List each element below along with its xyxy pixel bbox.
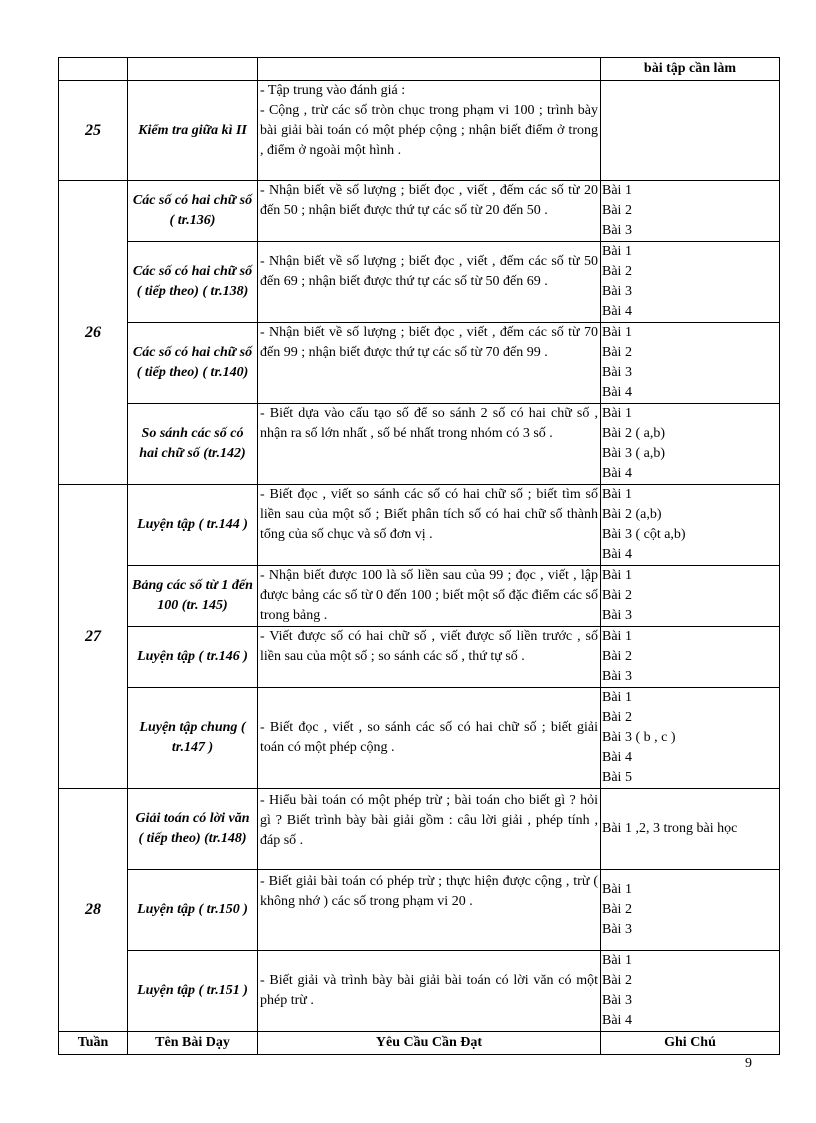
note-cell: Bài 1 Bài 2 Bài 3 bbox=[601, 181, 780, 242]
note-cell: Bài 1 Bài 2 Bài 3 Bài 4 bbox=[601, 951, 780, 1032]
note-cell: Bài 1 Bài 2 Bài 3 bbox=[601, 870, 780, 951]
note-cell bbox=[601, 81, 780, 181]
requirement-text: - Biết giải bài toán có phép trừ ; thực hiện được cộng , trừ ( không nhớ ) các số trong phạm vi 20 . bbox=[258, 870, 601, 951]
requirement-text: - Biết đọc , viết so sánh các số có hai chữ số ; biết tìm số liền sau của một số ; Biết phân tích số có hai chữ số thành tổng của số chục và số đơn vị . bbox=[258, 485, 601, 566]
lesson-name: Luyện tập chung ( tr.147 ) bbox=[128, 688, 258, 789]
table-row bbox=[59, 404, 780, 485]
lesson-name: Giải toán có lời văn ( tiếp theo) (tr.148) bbox=[128, 789, 258, 870]
note-header: Ghi Chú bbox=[601, 1032, 780, 1055]
note-cell: Bài 1 Bài 2 Bài 3 bbox=[601, 566, 780, 627]
note-cell: Bài 1 Bài 2 Bài 3 bbox=[601, 627, 780, 688]
lesson-name: Bảng các số từ 1 đến 100 (tr. 145) bbox=[128, 566, 258, 627]
table-row bbox=[59, 323, 780, 404]
table-row bbox=[59, 242, 780, 323]
table-row bbox=[59, 870, 780, 951]
week-number: 25 bbox=[59, 81, 128, 181]
lesson-name: Luyện tập ( tr.151 ) bbox=[128, 951, 258, 1032]
lesson-name: Các số có hai chữ số ( tiếp theo) ( tr.140) bbox=[128, 323, 258, 404]
week-number: 27 bbox=[59, 485, 128, 789]
lesson-header: Tên Bài Dạy bbox=[128, 1032, 258, 1055]
note-cell: Bài 1 Bài 2 Bài 3 Bài 4 bbox=[601, 242, 780, 323]
note-header-cell: bài tập cần làm bbox=[601, 58, 780, 81]
lesson-name: Luyện tập ( tr.146 ) bbox=[128, 627, 258, 688]
table-row bbox=[59, 566, 780, 627]
requirement-text: - Hiểu bài toán có một phép trừ ; bài toán cho biết gì ? hỏi gì ? Biết trình bày bài giải gồm : câu lời giải , phép tính , đáp số . bbox=[258, 789, 601, 870]
note-cell: Bài 1 Bài 2 (a,b) Bài 3 ( cột a,b) Bài 4 bbox=[601, 485, 780, 566]
lesson-name: Các số có hai chữ số ( tr.136) bbox=[128, 181, 258, 242]
table-row bbox=[59, 81, 780, 181]
note-cell: Bài 1 Bài 2 Bài 3 Bài 4 bbox=[601, 323, 780, 404]
week-number: 26 bbox=[59, 181, 128, 485]
note-cell: Bài 1 ,2, 3 trong bài học bbox=[601, 789, 780, 870]
requirement-text: - Biết dựa vào cấu tạo số để so sánh 2 số có hai chữ số , nhận ra số lớn nhất , số bé nhất trong nhóm có 3 số . bbox=[258, 404, 601, 485]
lesson-name: Kiểm tra giữa kì II bbox=[128, 81, 258, 181]
table-row bbox=[59, 181, 780, 242]
table-row bbox=[59, 789, 780, 870]
lesson-cell bbox=[128, 58, 258, 81]
requirement-text: - Viết được số có hai chữ số , viết được số liền trước , số liền sau của một số ; so sánh các số , thứ tự số . bbox=[258, 627, 601, 688]
table-row bbox=[59, 688, 780, 789]
lesson-name: Các số có hai chữ số ( tiếp theo) ( tr.138) bbox=[128, 242, 258, 323]
requirement-text: - Tập trung vào đánh giá : - Cộng , trừ các số tròn chục trong phạm vi 100 ; trình bày bài giải bài toán có một phép cộng ; nhận biết điểm ở trong , điểm ở ngoài một hình . bbox=[258, 81, 601, 181]
table-footer-header bbox=[59, 1032, 780, 1055]
requirement-text: - Nhận biết về số lượng ; biết đọc , viết , đếm các số từ 70 đến 99 ; nhận biết được thứ tự các số từ 70 đến 99 . bbox=[258, 323, 601, 404]
week-header: Tuần bbox=[59, 1032, 128, 1055]
note-cell: Bài 1 Bài 2 Bài 3 ( b , c ) Bài 4 Bài 5 bbox=[601, 688, 780, 789]
table-row bbox=[59, 951, 780, 1032]
requirement-text: - Biết giải và trình bày bài giải bài toán có lời văn có một phép trừ . bbox=[258, 951, 601, 1032]
week-number: 28 bbox=[59, 789, 128, 1032]
requirement-text: - Nhận biết về số lượng ; biết đọc , viết , đếm các số từ 50 đến 69 ; nhận biết được thứ tự các số từ 50 đến 69 . bbox=[258, 242, 601, 323]
requirement-text: - Biết đọc , viết , so sánh các số có hai chữ số ; biết giải toán có một phép cộng . bbox=[258, 688, 601, 789]
page-number: 9 bbox=[745, 1056, 752, 1071]
note-cell: Bài 1 Bài 2 ( a,b) Bài 3 ( a,b) Bài 4 bbox=[601, 404, 780, 485]
table-row bbox=[59, 485, 780, 566]
lesson-name: Luyện tập ( tr.150 ) bbox=[128, 870, 258, 951]
requirement-text: - Nhận biết được 100 là số liền sau của 99 ; đọc , viết , lập được bảng các số từ 0 đến 100 ; biết một số đặc điểm các số trong bảng . bbox=[258, 566, 601, 627]
requirement-cell bbox=[258, 58, 601, 81]
lesson-name: Luyện tập ( tr.144 ) bbox=[128, 485, 258, 566]
requirement-text: - Nhận biết về số lượng ; biết đọc , viết , đếm các số từ 20 đến 50 ; nhận biết được thứ tự các số từ 20 đến 50 . bbox=[258, 181, 601, 242]
week-cell bbox=[59, 58, 128, 81]
table-row bbox=[59, 58, 780, 81]
requirement-header: Yêu Cầu Cần Đạt bbox=[258, 1032, 601, 1055]
lesson-name: So sánh các số có hai chữ số (tr.142) bbox=[128, 404, 258, 485]
table-row bbox=[59, 627, 780, 688]
lesson-plan-table bbox=[58, 57, 780, 1055]
